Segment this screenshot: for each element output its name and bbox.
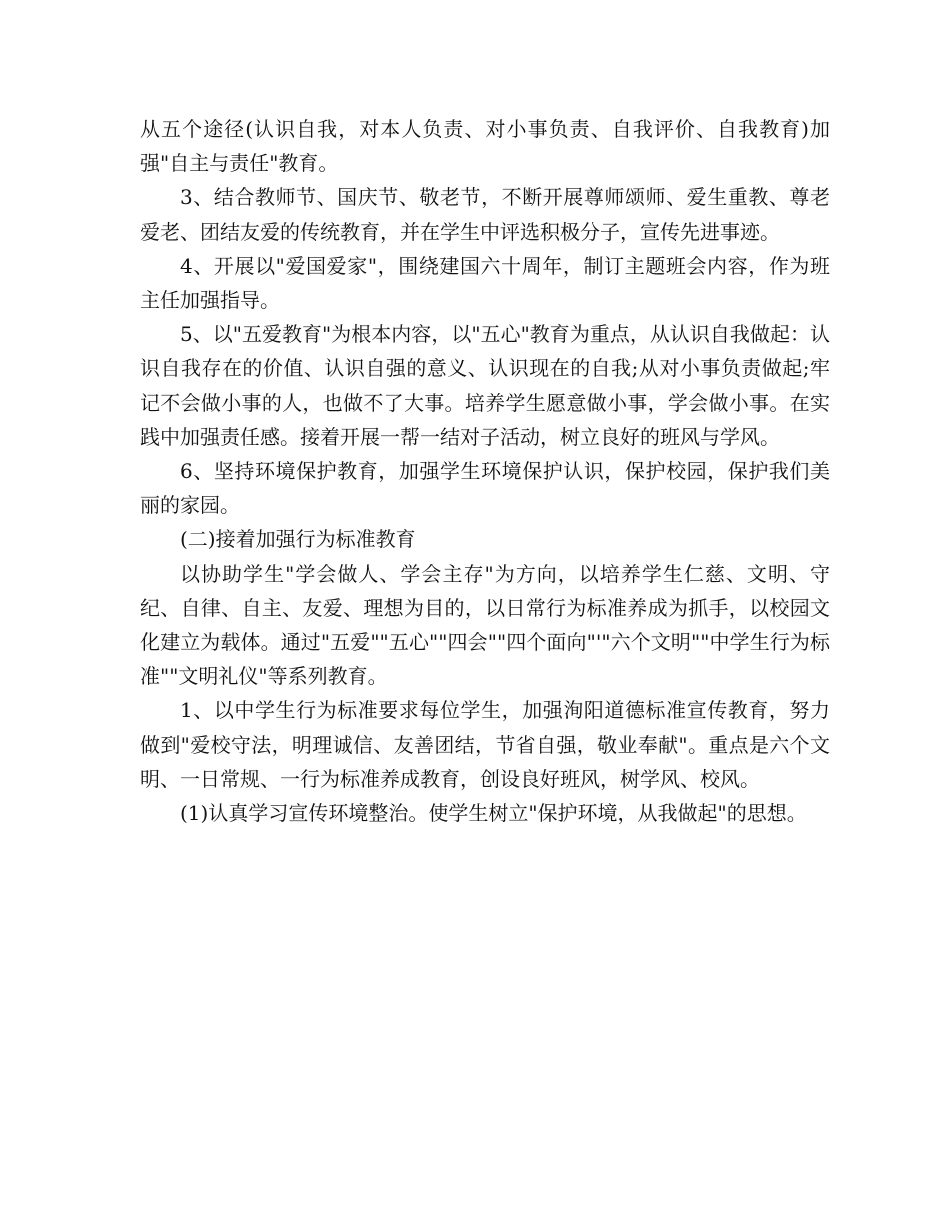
paragraph-item-6: 6、坚持环境保护教育，加强学生环境保护认识，保护校园，保护我们美丽的家园。 [140,459,830,518]
paragraph-continuation: 从五个途径(认识自我，对本人负责、对小事负责、自我评价、自我教育)加强"自主与责任"教育。 [140,117,830,176]
section-heading: (二)接着加强行为标准教育 [180,527,416,552]
document-body [140,112,830,830]
paragraph-item-3: 3、结合教师节、国庆节、敬老节，不断开展尊师颂师、爱生重教、尊老爱老、团结友爱的传统教育，并在学生中评选积极分子，宣传先进事迹。 [140,185,830,244]
paragraph-item-5: 5、以"五爱教育"为根本内容，以"五心"教育为重点，从认识自我做起：认识自我存在的价值、认识自强的意义、认识现在的自我;从对小事负责做起;牢记不会做小事的人，也做不了大事。培养学生愿意做小事，学会做小事。在实践中加强责任感。接着开展一帮一结对子活动，树立良好的班风与学风。 [140,322,830,449]
paragraph-item-4: 4、开展以"爱国爱家"，围绕建国六十周年，制订主题班会内容，作为班主任加强指导。 [140,253,830,313]
paragraph-intro: 以协助学生"学会做人、学会主存"为方向，以培养学生仁慈、文明、守纪、自律、自主、友爱、理想为目的，以日常行为标准养成为抓手，以校园文化建立为载体。通过"五爱""五心""四会""四个面向"'"六个文明""中学生行为标准""文明礼仪"等系列教育。 [140,561,830,689]
paragraph-subitem-1: (1)认真学习宣传环境整治。使学生树立"保护环境，从我做起"的思想。 [180,801,807,826]
paragraph-item-1: 1、以中学生行为标准要求每位学生，加强洵阳道德标准宣传教育，努力做到"爱校守法，明理诚信、友善团结，节省自强，敬业奉献"。重点是六个文明、一日常规、一行为标准养成教育，创设良好班风，树学风、校风。 [140,698,830,791]
